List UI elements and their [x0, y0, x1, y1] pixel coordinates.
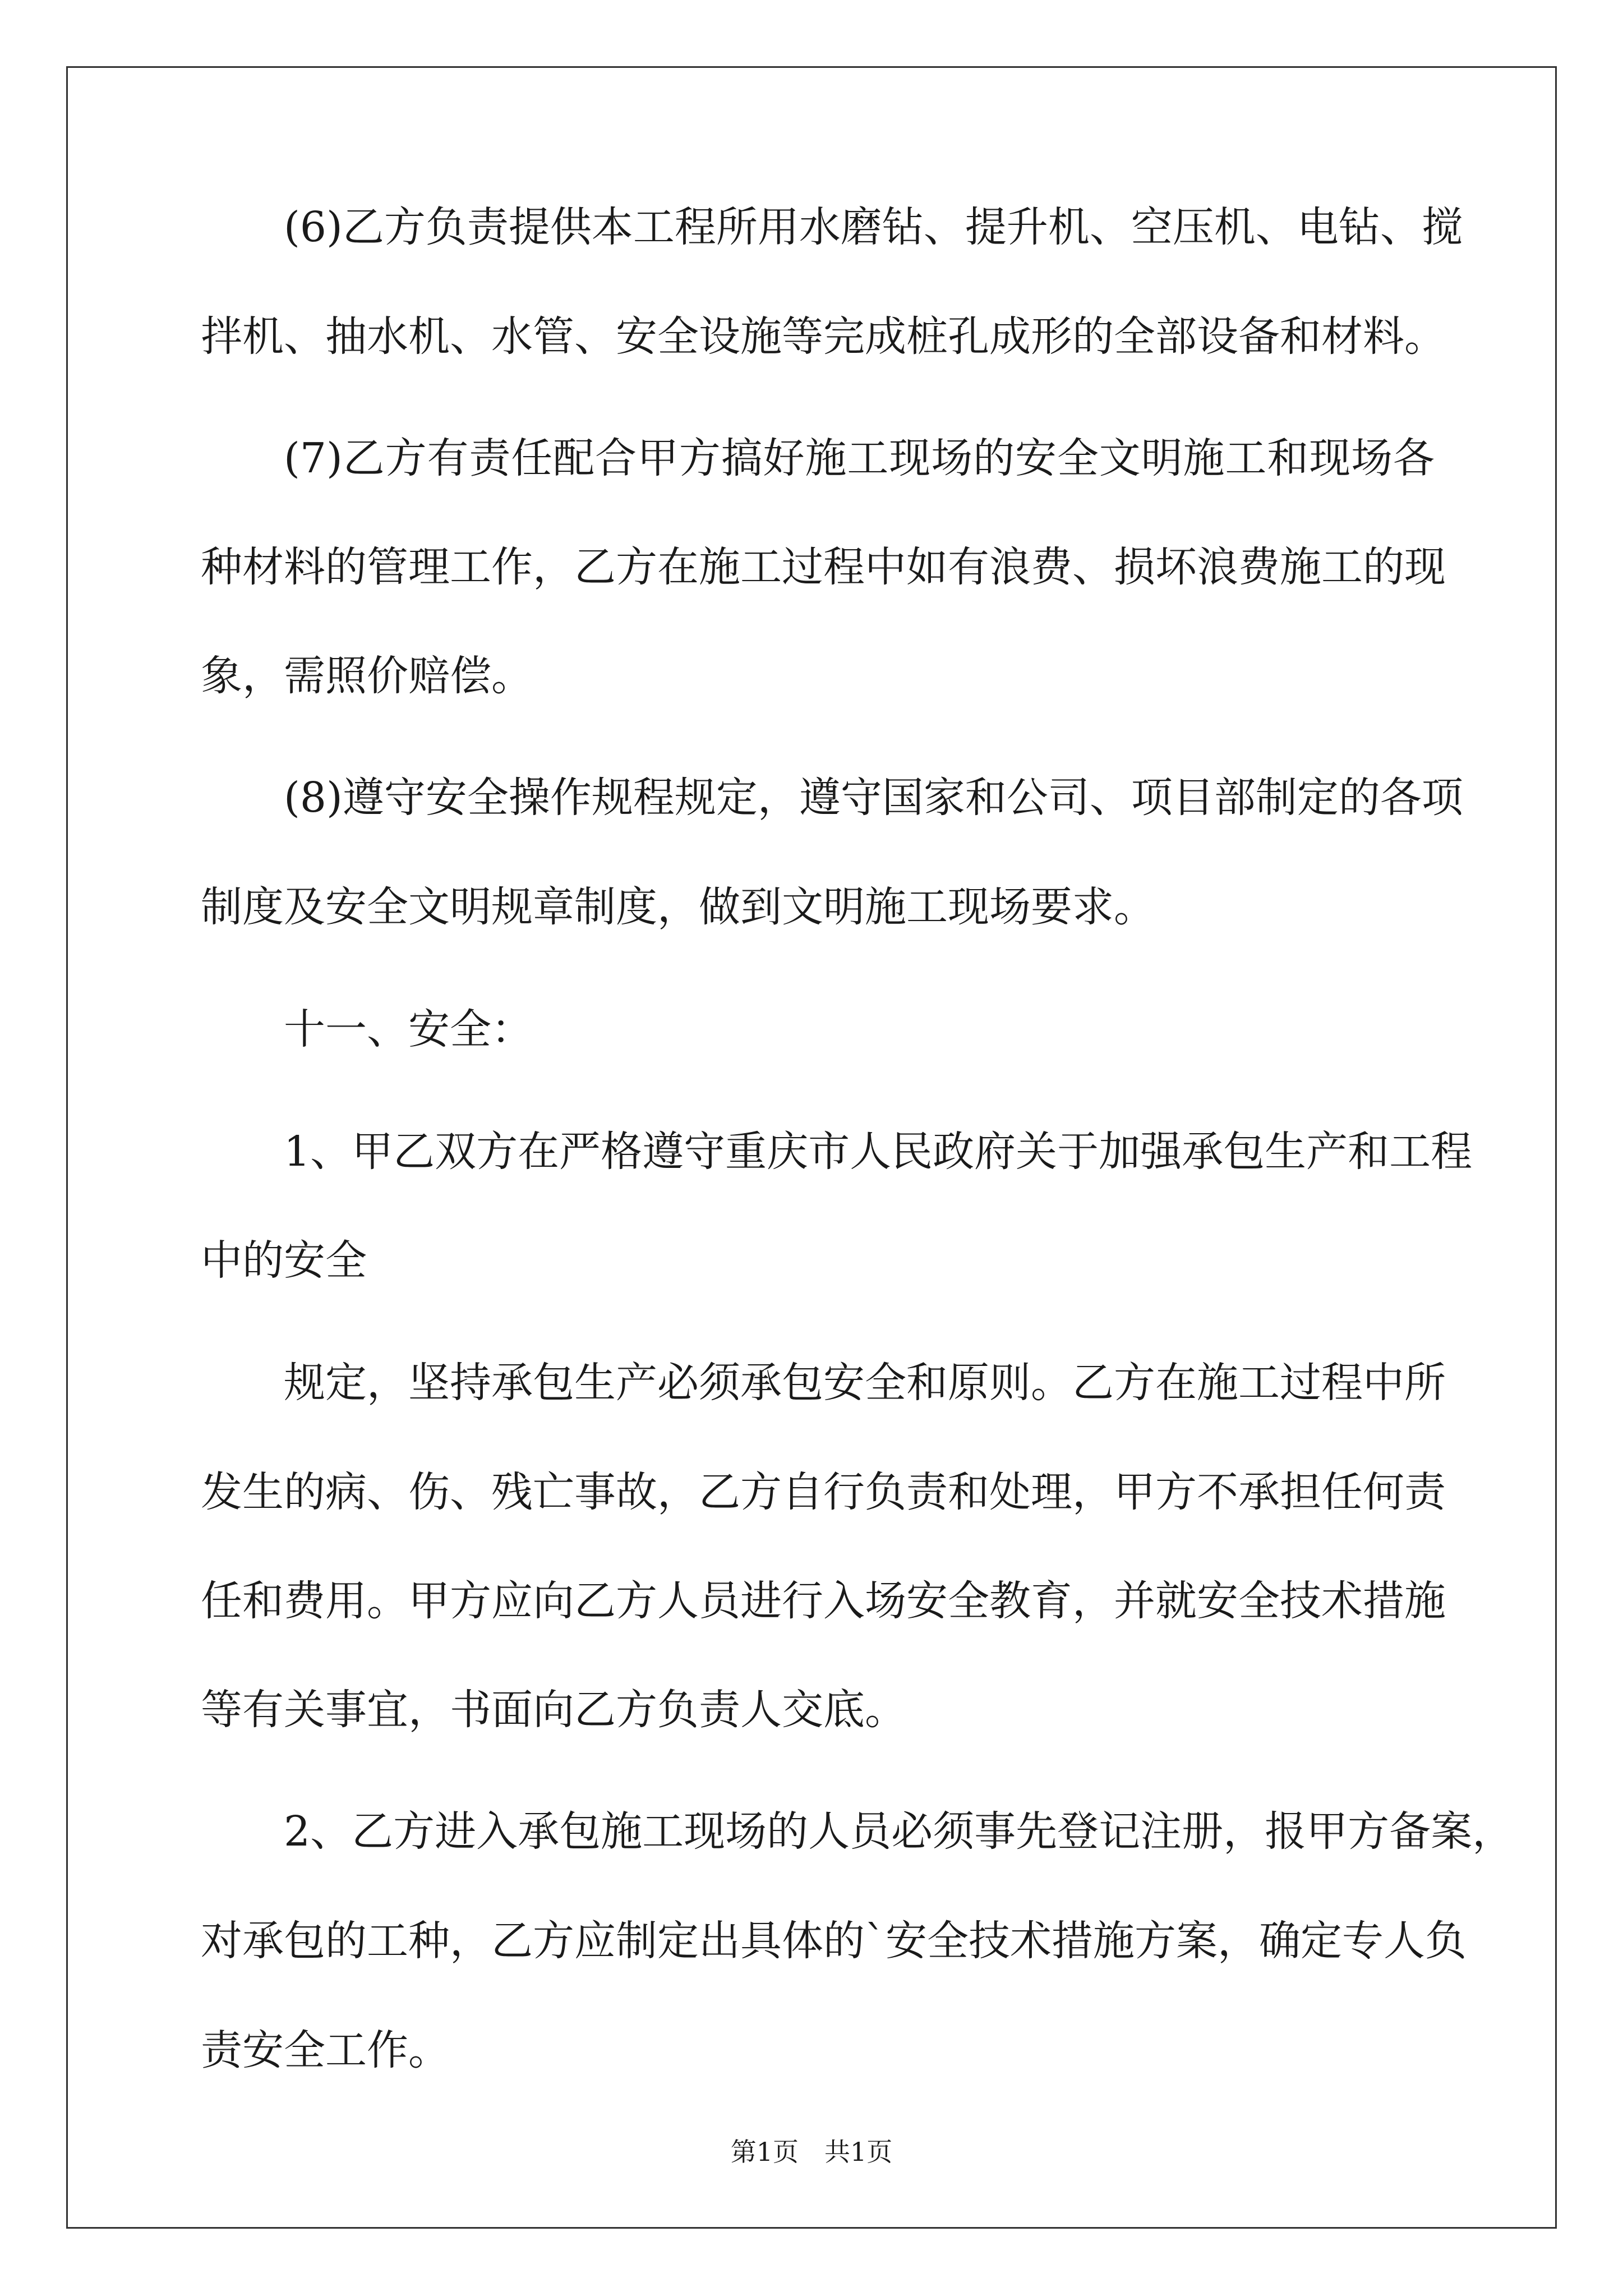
text-line: 象，需照价赔偿。: [201, 652, 533, 700]
page-number-footer: 第1页 共1页: [730, 2137, 893, 2167]
text-line: (6)乙方负责提供本工程所用水磨钻、提升机、空压机、电钻、搅: [284, 203, 1463, 251]
text-line: 等有关事宜，书面向乙方负责人交底。: [201, 1686, 906, 1734]
text-line: 对承包的工种，乙方应制定出具体的`安全技术措施方案，确定专人负: [201, 1917, 1467, 1965]
text-line: 责安全工作。: [201, 2026, 450, 2074]
text-line: 中的安全: [201, 1236, 367, 1285]
text-line: 发生的病、伤、残亡事故，乙方自行负责和处理，甲方不承担任何责: [201, 1468, 1446, 1516]
text-line: 制度及安全文明规章制度，做到文明施工现场要求。: [201, 883, 1155, 931]
text-line: 种材料的管理工作，乙方在施工过程中如有浪费、损坏浪费施工的现: [201, 543, 1446, 591]
text-line: (8)遵守安全操作规程规定，遵守国家和公司、项目部制定的各项: [284, 774, 1463, 822]
section-heading: 十一、安全：: [284, 1005, 533, 1053]
text-line: 任和费用。甲方应向乙方人员进行入场安全教育，并就安全技术措施: [201, 1577, 1446, 1625]
text-line: 拌机、抽水机、水管、安全设施等完成桩孔成形的全部设备和材料。: [201, 312, 1446, 361]
text-line: 2、乙方进入承包施工现场的人员必须事先登记注册，报甲方备案，: [284, 1807, 1514, 1856]
text-line: 1、甲乙双方在严格遵守重庆市人民政府关于加强承包生产和工程: [284, 1128, 1473, 1176]
text-line: 规定，坚持承包生产必须承包安全和原则。乙方在施工过程中所: [284, 1359, 1446, 1407]
text-line: (7)乙方有责任配合甲方搞好施工现场的安全文明施工和现场各: [284, 434, 1435, 482]
